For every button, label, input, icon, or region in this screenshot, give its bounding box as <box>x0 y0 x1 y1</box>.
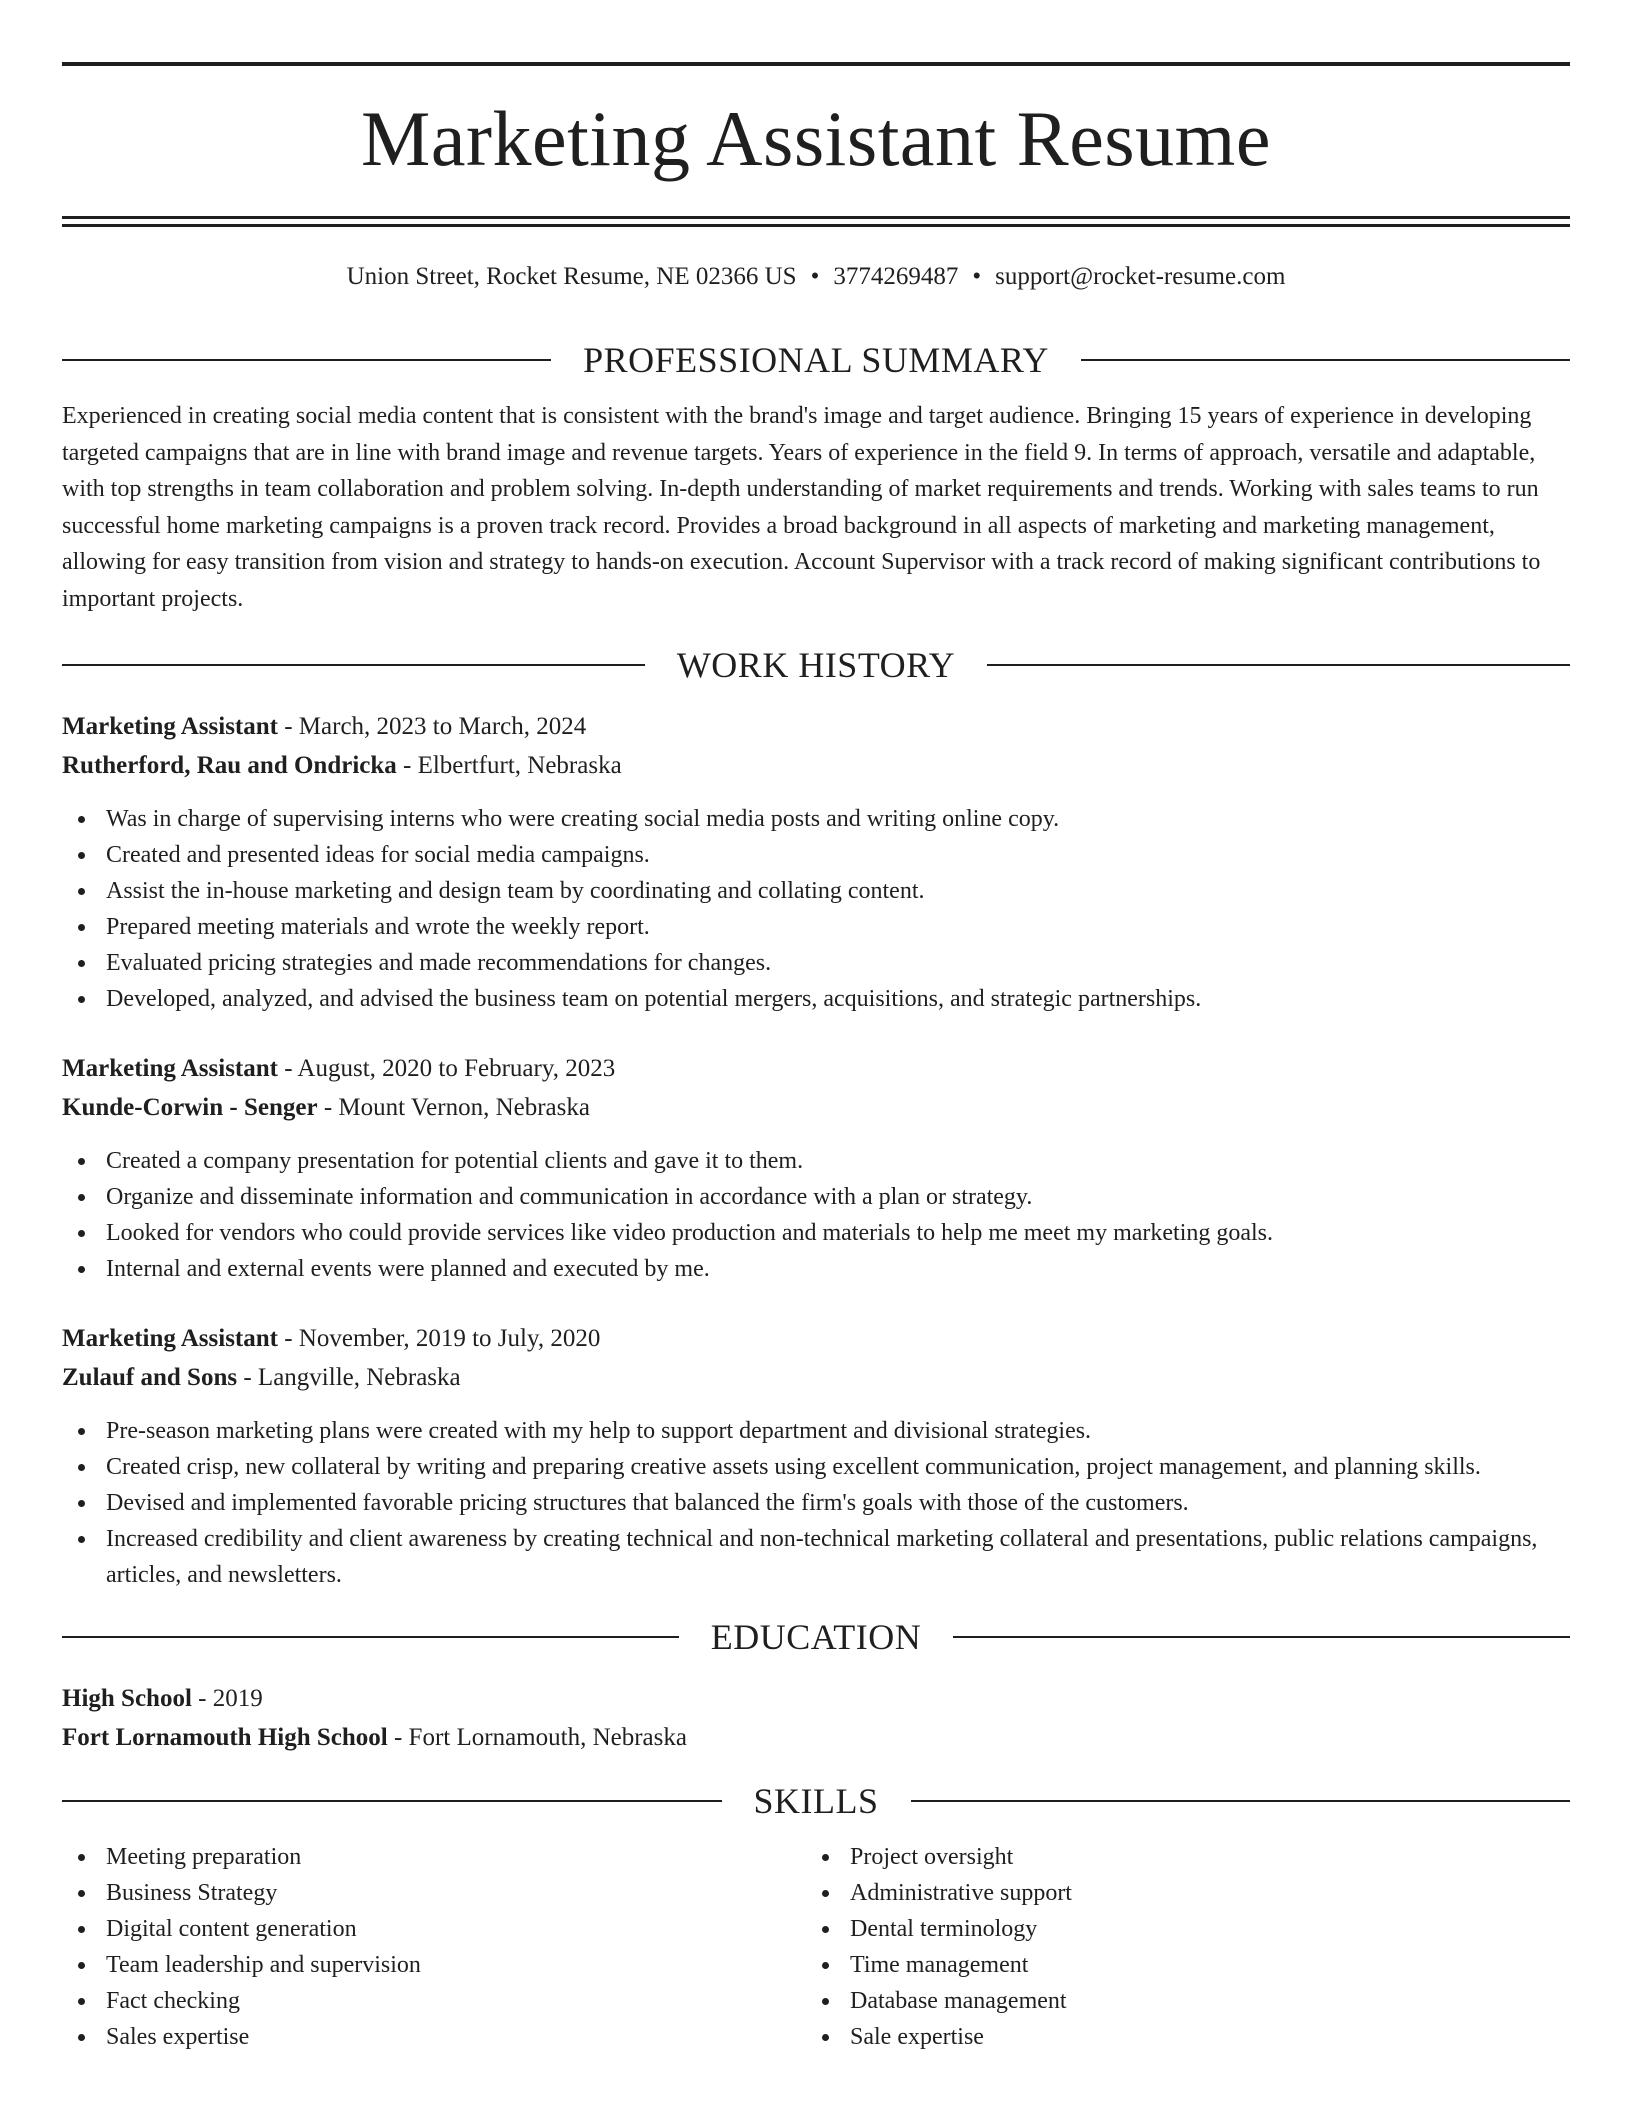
skills-right-column <box>806 1839 1550 2055</box>
job-company: Rutherford, Rau and Ondricka <box>62 752 397 779</box>
job-entry <box>62 1319 1570 1593</box>
skills-left-column <box>62 1839 806 2055</box>
job-entry <box>62 1049 1570 1287</box>
skill-item: Business Strategy <box>62 1875 806 1911</box>
top-rule <box>62 62 1570 66</box>
bullet-item: Prepared meeting materials and wrote the weekly report. <box>62 909 1570 945</box>
section-title: PROFESSIONAL SUMMARY <box>583 340 1049 380</box>
page-title: Marketing Assistant Resume <box>361 95 1271 182</box>
bullet-item: Assist the in-house marketing and design team by coordinating and collating content. <box>62 873 1570 909</box>
summary-paragraph: Experienced in creating social media content that is consistent with the brand's image and target audience. Bringing 15 years of experience in developing targeted campaigns that are in line with brand image and revenue targets. Years of experience in the field 9. In terms of approach, versatile and adaptable, with top strengths in team collaboration and problem solving. In-depth understanding of market requirements and trends. Working with sales teams to run successful home marketing campaigns is a proven track record. Provides a broad background in all aspects of marketing and marketing management, allowing for easy transition from vision and strategy to hands-on execution. Account Supervisor with a track record of making significant contributions to important projects. <box>62 403 1541 612</box>
education-year: - 2019 <box>191 1685 263 1712</box>
education-entry <box>62 1679 1570 1757</box>
section-heading-education <box>62 1619 1570 1655</box>
contact-line <box>62 262 1570 292</box>
job-role: Marketing Assistant <box>62 713 278 740</box>
bullet-item: Created crisp, new collateral by writing and preparing creative assets using excellent communication, project management, and planning skills. <box>62 1449 1570 1485</box>
job-title-line <box>62 1319 1570 1358</box>
education-degree: High School <box>62 1685 192 1712</box>
bullet-item: Created and presented ideas for social media campaigns. <box>62 837 1570 873</box>
job-role: Marketing Assistant <box>62 1325 278 1352</box>
bullet-item: Devised and implemented favorable pricing structures that balanced the firm's goals with those of the customers. <box>62 1485 1570 1521</box>
job-location: - Langville, Nebraska <box>237 1364 461 1391</box>
heading-rule <box>62 359 551 361</box>
job-dates: - November, 2019 to July, 2020 <box>277 1325 601 1352</box>
job-company-line <box>62 746 1570 785</box>
job-location: - Mount Vernon, Nebraska <box>317 1094 590 1121</box>
contact-separator: • <box>810 263 820 290</box>
job-dates: - March, 2023 to March, 2024 <box>277 713 587 740</box>
skill-item: Digital content generation <box>62 1911 806 1947</box>
job-company-line <box>62 1088 1570 1127</box>
bullet-item: Internal and external events were planned and executed by me. <box>62 1251 1570 1287</box>
education-location: - Fort Lornamouth, Nebraska <box>387 1724 687 1751</box>
job-bullets <box>62 1413 1570 1593</box>
bullet-item: Developed, analyzed, and advised the business team on potential mergers, acquisitions, and strategic partnerships. <box>62 981 1570 1017</box>
skills-columns <box>62 1839 1570 2055</box>
section-title: WORK HISTORY <box>676 645 956 685</box>
skill-item: Fact checking <box>62 1983 806 2019</box>
job-bullets <box>62 801 1570 1017</box>
heading-rule <box>987 664 1570 666</box>
skill-item: Project oversight <box>806 1839 1550 1875</box>
heading-rule <box>953 1636 1570 1638</box>
skill-item: Sale expertise <box>806 2019 1550 2055</box>
job-company: Kunde-Corwin - Senger <box>62 1094 318 1121</box>
skill-item: Dental terminology <box>806 1911 1550 1947</box>
heading-rule <box>62 1800 722 1802</box>
section-title: SKILLS <box>753 1781 879 1821</box>
contact-phone: 3774269487 <box>833 263 959 290</box>
education-school-line <box>62 1718 1570 1757</box>
skill-item: Team leadership and supervision <box>62 1947 806 1983</box>
title-double-rule <box>62 216 1570 227</box>
heading-rule <box>911 1800 1571 1802</box>
bullet-item: Organize and disseminate information and communication in accordance with a plan or strategy. <box>62 1179 1570 1215</box>
bullet-item: Created a company presentation for potential clients and gave it to them. <box>62 1143 1570 1179</box>
skill-item: Database management <box>806 1983 1550 2019</box>
contact-address: Union Street, Rocket Resume, NE 02366 US <box>346 263 797 290</box>
job-company-line <box>62 1358 1570 1397</box>
bullet-item: Was in charge of supervising interns who were creating social media posts and writing online copy. <box>62 801 1570 837</box>
bullet-item: Increased credibility and client awareness by creating technical and non-technical marketing collateral and presentations, public relations campaigns, articles, and newsletters. <box>62 1521 1570 1593</box>
job-dates: - August, 2020 to February, 2023 <box>277 1055 616 1082</box>
job-location: - Elbertfurt, Nebraska <box>396 752 622 779</box>
skill-item: Sales expertise <box>62 2019 806 2055</box>
heading-rule <box>62 1636 679 1638</box>
heading-rule <box>1081 359 1570 361</box>
heading-rule <box>62 664 645 666</box>
section-heading-summary <box>62 342 1570 378</box>
skill-item: Meeting preparation <box>62 1839 806 1875</box>
job-company: Zulauf and Sons <box>62 1364 238 1391</box>
education-school: Fort Lornamouth High School <box>62 1724 388 1751</box>
contact-separator: • <box>972 263 982 290</box>
contact-email: support@rocket-resume.com <box>995 263 1286 290</box>
section-heading-skills <box>62 1783 1570 1819</box>
job-title-line <box>62 1049 1570 1088</box>
section-title: EDUCATION <box>710 1617 922 1657</box>
bullet-item: Pre-season marketing plans were created with my help to support department and divisional strategies. <box>62 1413 1570 1449</box>
resume-page <box>62 0 1570 2055</box>
skill-item: Administrative support <box>806 1875 1550 1911</box>
job-entry <box>62 707 1570 1017</box>
job-role: Marketing Assistant <box>62 1055 278 1082</box>
education-degree-line <box>62 1679 1570 1718</box>
job-bullets <box>62 1143 1570 1287</box>
section-heading-work-history <box>62 647 1570 683</box>
bullet-item: Evaluated pricing strategies and made recommendations for changes. <box>62 945 1570 981</box>
bullet-item: Looked for vendors who could provide services like video production and materials to help me meet my marketing goals. <box>62 1215 1570 1251</box>
job-title-line <box>62 707 1570 746</box>
skill-item: Time management <box>806 1947 1550 1983</box>
